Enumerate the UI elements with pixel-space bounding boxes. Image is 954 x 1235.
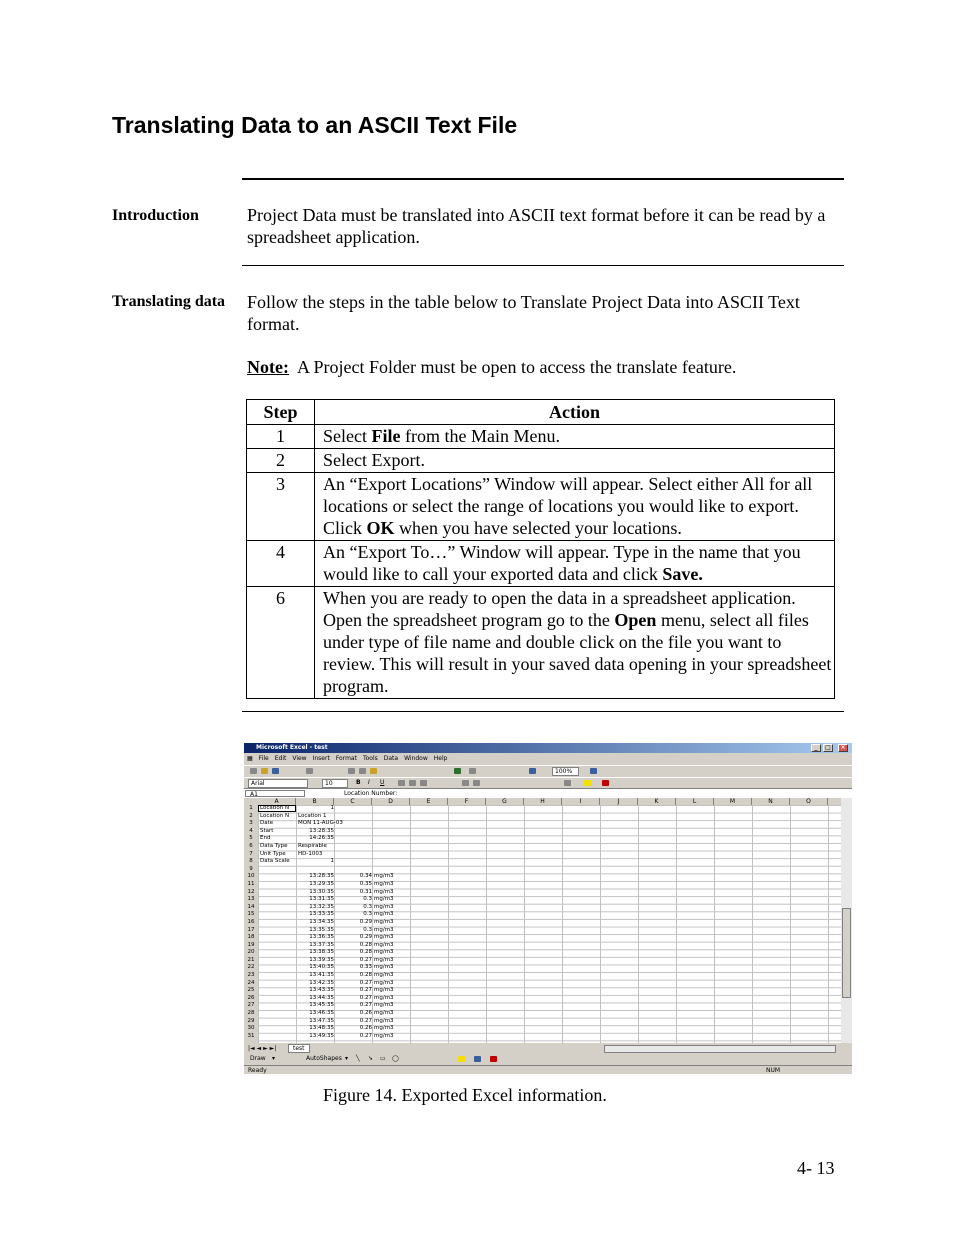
sheet-row [258, 964, 558, 972]
translating-heading: Translating data [112, 293, 226, 310]
action-text: when you have selected your locations. [394, 518, 682, 538]
cell[interactable]: 0.26 [359, 1025, 372, 1032]
column-header[interactable]: H [524, 798, 562, 805]
cell[interactable]: 0.29 [359, 918, 372, 925]
row-header[interactable]: 13 [247, 896, 255, 903]
column-header[interactable]: G [486, 798, 524, 805]
page-number: 4- 13 [797, 1158, 835, 1178]
cell[interactable]: mg/m3 [374, 964, 394, 971]
sheet-row [258, 972, 558, 980]
sheet-row [258, 957, 558, 965]
row-header[interactable]: 31 [247, 1032, 255, 1039]
row-header[interactable]: 12 [247, 888, 255, 895]
cell[interactable]: 13:32:35 [309, 903, 334, 910]
cell[interactable]: 13:42:35 [309, 979, 334, 986]
column-header[interactable]: D [372, 798, 410, 805]
cell[interactable]: mg/m3 [374, 979, 394, 986]
cell[interactable]: 0.29 [359, 934, 372, 941]
cell[interactable]: 1 [330, 805, 334, 811]
status-ready: Ready [248, 1067, 267, 1074]
cell[interactable]: HD-1003 [298, 850, 323, 857]
maximize-icon[interactable]: □ [823, 744, 833, 752]
steps-table [246, 399, 835, 699]
sheet-row [258, 896, 558, 904]
row-header[interactable]: 4 [249, 827, 253, 834]
save-icon[interactable] [272, 768, 279, 774]
step-row [247, 449, 835, 473]
row-header[interactable]: 6 [249, 842, 253, 849]
italic-icon[interactable]: I [368, 779, 370, 786]
row-header[interactable]: 21 [247, 956, 255, 963]
cell[interactable]: 13:28:35 [309, 827, 334, 834]
row-header[interactable]: 5 [249, 835, 253, 842]
cell[interactable]: 13:46:35 [309, 1010, 334, 1017]
autosum-icon[interactable] [469, 768, 476, 774]
column-headers [244, 798, 841, 805]
section-divider [242, 178, 844, 180]
cell[interactable]: 13:40:35 [309, 964, 334, 971]
column-header[interactable]: N [752, 798, 790, 805]
row-headers [244, 805, 258, 1043]
step-action [315, 473, 835, 541]
translating-text: Follow the steps in the table below to Translate Project Data into ASCII Text format. [247, 292, 800, 334]
line-color-icon[interactable] [474, 1056, 481, 1062]
cell[interactable]: Location 1 [298, 812, 327, 819]
column-header[interactable]: B [296, 798, 334, 805]
close-icon[interactable]: × [838, 744, 848, 752]
align-left-icon[interactable] [398, 780, 405, 786]
formula-bar [244, 788, 852, 798]
cell[interactable]: mg/m3 [374, 956, 394, 963]
cell[interactable]: 0.35 [359, 880, 372, 887]
drawing-toolbar [244, 1054, 852, 1064]
currency-icon[interactable] [462, 780, 469, 786]
menu-help[interactable]: Help [433, 755, 448, 762]
action-text: menu, select all files under type of file name and double click on the file you want to review. This will result in your saved data opening in your spreadsheet program. [323, 610, 832, 696]
cell[interactable]: 0.26 [359, 1010, 372, 1017]
row-header[interactable]: 11 [247, 880, 255, 887]
vertical-scrollbar[interactable] [841, 798, 852, 1043]
cell[interactable]: mg/m3 [374, 934, 394, 941]
row-header[interactable]: 17 [247, 926, 255, 933]
name-box[interactable]: A1 [245, 790, 305, 797]
cell[interactable]: mg/m3 [374, 888, 394, 895]
cell[interactable]: 13:43:35 [309, 987, 334, 994]
cell[interactable]: 0.33 [359, 964, 372, 971]
column-header[interactable]: L [676, 798, 714, 805]
column-header[interactable]: O [790, 798, 828, 805]
cell[interactable]: mg/m3 [374, 873, 394, 880]
sheet-row [258, 851, 558, 859]
cell[interactable]: End [260, 835, 271, 842]
column-header[interactable]: J [600, 798, 638, 805]
row-header[interactable]: 29 [247, 1017, 255, 1024]
figure-caption: Figure 14. Exported Excel information. [323, 1085, 607, 1105]
row-header[interactable]: 1 [249, 805, 253, 811]
sheet-row [258, 1018, 558, 1026]
sheet-row [258, 1010, 558, 1018]
row-header[interactable]: 16 [247, 918, 255, 925]
underline-icon[interactable]: U [380, 779, 385, 786]
cell[interactable]: 0.27 [359, 1032, 372, 1039]
oval-icon[interactable]: ◯ [392, 1055, 399, 1062]
cell[interactable]: 0.3 [363, 911, 372, 918]
row-header[interactable]: 15 [247, 911, 255, 918]
step-number: 2 [247, 449, 315, 473]
sheet-row [258, 934, 558, 942]
cell[interactable]: Location N [260, 805, 290, 811]
sheet-row [258, 980, 558, 988]
row-header[interactable]: 10 [247, 873, 255, 880]
section-divider [242, 711, 844, 712]
cell[interactable]: Date [260, 820, 274, 827]
new-icon[interactable] [250, 768, 257, 774]
scrollbar-thumb[interactable] [842, 908, 851, 998]
cell[interactable]: 0.27 [359, 994, 372, 1001]
sheet-row [258, 942, 558, 950]
sheet-row [258, 835, 558, 843]
note-text: A Project Folder must be open to access the translate feature. [288, 357, 737, 377]
cell[interactable]: 13:45:35 [309, 1002, 334, 1009]
cell[interactable]: 0.28 [359, 972, 372, 979]
menu-view[interactable]: View [292, 755, 307, 762]
row-header[interactable]: 7 [249, 850, 253, 857]
formula-input[interactable]: Location Number: [344, 790, 398, 797]
cell[interactable]: mg/m3 [374, 972, 394, 979]
excel-menu-bar [244, 754, 852, 764]
row-header[interactable]: 24 [247, 979, 255, 986]
cell[interactable]: mg/m3 [374, 987, 394, 994]
row-header[interactable]: 18 [247, 934, 255, 941]
menu-format[interactable]: Format [335, 755, 357, 762]
menu-data[interactable]: Data [383, 755, 399, 762]
sheet-row [258, 805, 558, 813]
cell[interactable]: mg/m3 [374, 941, 394, 948]
cell[interactable]: mg/m3 [374, 918, 394, 925]
action-text: When you are ready to open the data in a spreadsheet application. Open the spreadsheet program go to the [323, 588, 796, 630]
action-text: Select Export. [323, 450, 425, 470]
step-row [247, 425, 835, 449]
action-emphasis: Open [614, 610, 657, 630]
cell[interactable]: Unit Type [260, 850, 286, 857]
sheet-row [258, 995, 558, 1003]
cell[interactable]: 0.3 [363, 926, 372, 933]
row-header[interactable]: 20 [247, 949, 255, 956]
cell[interactable]: 0.3 [363, 903, 372, 910]
row-header[interactable]: 30 [247, 1025, 255, 1032]
cell[interactable]: mg/m3 [374, 1032, 394, 1039]
excel-screenshot [244, 743, 852, 1074]
cell[interactable]: 13:37:35 [309, 941, 334, 948]
sheet-row [258, 987, 558, 995]
sheet-row [258, 858, 558, 866]
sheet-row [258, 1025, 558, 1033]
column-header[interactable]: M [714, 798, 752, 805]
menu-file[interactable]: File [258, 755, 269, 762]
steps-table-body [247, 425, 835, 699]
sheet-row [258, 820, 558, 828]
column-header[interactable]: E [410, 798, 448, 805]
cell[interactable]: 13:34:35 [309, 918, 334, 925]
cell[interactable]: Location N [260, 812, 290, 819]
step-column-header: Step [247, 400, 315, 425]
sheet-row [258, 911, 558, 919]
action-text: An “Export Locations” Window will appear. Select either All for all locations or select the range of locations you would like to export. Click [323, 474, 813, 538]
borders-icon[interactable] [564, 780, 571, 786]
cell[interactable]: Data Type [260, 842, 288, 849]
cell[interactable]: mg/m3 [374, 994, 394, 1001]
excel-title-bar [244, 743, 852, 753]
hyperlink-icon[interactable] [454, 768, 461, 774]
sheet-row [258, 881, 558, 889]
row-header[interactable]: 26 [247, 994, 255, 1001]
sheet-row [258, 828, 558, 836]
menu-window[interactable]: Window [404, 755, 428, 762]
step-action [315, 449, 835, 473]
action-emphasis: OK [366, 518, 395, 538]
bold-icon[interactable]: B [356, 779, 361, 786]
action-column-header: Action [315, 400, 835, 425]
cell[interactable]: mg/m3 [374, 1017, 394, 1024]
cell[interactable]: 13:29:35 [309, 880, 334, 887]
cell[interactable]: mg/m3 [374, 1025, 394, 1032]
align-right-icon[interactable] [420, 780, 427, 786]
cell[interactable]: 0.27 [359, 979, 372, 986]
step-row [247, 541, 835, 587]
font-color-icon[interactable] [602, 780, 609, 786]
row-header[interactable]: 8 [249, 858, 253, 865]
cell[interactable]: 0.27 [359, 1002, 372, 1009]
cell[interactable]: Data Scale [260, 858, 290, 865]
cell[interactable]: 0.28 [359, 941, 372, 948]
zoom-select[interactable]: 100% [552, 767, 579, 776]
cell[interactable]: 0.27 [359, 987, 372, 994]
cell[interactable]: mg/m3 [374, 903, 394, 910]
standard-toolbar [244, 765, 852, 777]
cell[interactable]: 13:31:35 [309, 896, 334, 903]
action-text: Select [323, 426, 372, 446]
action-text: from the Main Menu. [400, 426, 560, 446]
cell[interactable]: 14:26:35 [309, 835, 334, 842]
step-number: 4 [247, 541, 315, 587]
cell[interactable]: mg/m3 [374, 911, 394, 918]
column-header[interactable]: C [334, 798, 372, 805]
step-number: 6 [247, 587, 315, 699]
rectangle-icon[interactable]: ▭ [380, 1055, 386, 1062]
font-name-select[interactable]: Arial [248, 779, 308, 788]
cell[interactable]: 13:48:35 [309, 1025, 334, 1032]
column-header[interactable]: I [562, 798, 600, 805]
row-header[interactable]: 27 [247, 1002, 255, 1009]
cell[interactable]: Start [260, 827, 274, 834]
section-divider [242, 265, 844, 266]
excel-window-title: Microsoft Excel - test [256, 744, 328, 751]
selected-cell[interactable] [258, 805, 296, 812]
cell[interactable]: 0.34 [359, 873, 372, 880]
align-center-icon[interactable] [409, 780, 416, 786]
chart-wizard-icon[interactable] [529, 768, 536, 774]
action-emphasis: Save. [662, 564, 703, 584]
row-header[interactable]: 23 [247, 972, 255, 979]
cell[interactable]: 0.3 [363, 896, 372, 903]
line-icon[interactable]: ╲ [356, 1055, 360, 1062]
font-size-select[interactable]: 10 [322, 779, 348, 788]
cell[interactable]: 13:28:35 [309, 873, 334, 880]
sheet-row [258, 889, 558, 897]
cell[interactable]: MON 11-AUG-03 [298, 820, 343, 827]
note-label: Note: [247, 357, 289, 377]
step-action [315, 425, 835, 449]
row-header[interactable]: 28 [247, 1010, 255, 1017]
minimize-icon[interactable]: _ [811, 744, 821, 752]
column-header[interactable]: K [638, 798, 676, 805]
sheet-row [258, 919, 558, 927]
sheet-row [258, 927, 558, 935]
horizontal-scrollbar[interactable] [604, 1045, 836, 1053]
menu-tools[interactable]: Tools [362, 755, 378, 762]
cell[interactable]: 13:38:35 [309, 949, 334, 956]
fill-color-icon[interactable] [458, 1056, 465, 1062]
cell[interactable]: 13:39:35 [309, 956, 334, 963]
cell[interactable]: 0.27 [359, 1017, 372, 1024]
cell[interactable]: mg/m3 [374, 926, 394, 933]
draw-menu-arrow-icon[interactable]: ▾ [272, 1055, 276, 1062]
sheet-row [258, 843, 558, 851]
cell[interactable]: mg/m3 [374, 880, 394, 887]
arrow-icon[interactable]: ➘ [368, 1055, 374, 1062]
sheet-row [258, 904, 558, 912]
cell[interactable]: 0.28 [359, 949, 372, 956]
row-header[interactable]: 22 [247, 964, 255, 971]
paste-icon[interactable] [370, 768, 377, 774]
tab-nav-icon[interactable]: |◄ ◄ ► ►| [248, 1045, 277, 1052]
draw-menu[interactable]: Draw [250, 1055, 266, 1062]
step-number: 1 [247, 425, 315, 449]
row-header[interactable]: 2 [249, 812, 253, 819]
cell[interactable]: 13:41:35 [309, 972, 334, 979]
step-action [315, 541, 835, 587]
action-text: An “Export To…” Window will appear. Type in the name that you would like to call your exported data and click [323, 542, 801, 584]
sheet-tabs-bar [244, 1044, 852, 1053]
sheet-row [258, 873, 558, 881]
row-header[interactable]: 19 [247, 941, 255, 948]
open-icon[interactable] [261, 768, 268, 774]
menu-insert[interactable]: Insert [312, 755, 330, 762]
step-action [315, 587, 835, 699]
cell[interactable]: 0.31 [359, 888, 372, 895]
status-bar [244, 1065, 852, 1074]
cell-contents [258, 805, 558, 1040]
copy-icon[interactable] [359, 768, 366, 774]
cell[interactable]: mg/m3 [374, 1010, 394, 1017]
cell[interactable]: 13:35:35 [309, 926, 334, 933]
autoshapes-menu[interactable]: AutoShapes [306, 1055, 342, 1062]
autoshapes-arrow-icon[interactable]: ▾ [345, 1055, 349, 1062]
cell[interactable]: mg/m3 [374, 896, 394, 903]
cell[interactable]: 13:36:35 [309, 934, 334, 941]
percent-icon[interactable] [473, 780, 480, 786]
row-header[interactable]: 9 [249, 865, 253, 872]
step-number: 3 [247, 473, 315, 541]
introduction-text: Project Data must be translated into ASCII text format before it can be read by a spreadsheet application. [247, 205, 826, 247]
cell[interactable]: 13:49:35 [309, 1032, 334, 1039]
note [247, 356, 837, 378]
sheet-row [258, 866, 558, 874]
row-header[interactable]: 3 [249, 820, 253, 827]
column-header[interactable]: A [258, 798, 296, 805]
row-header[interactable]: 25 [247, 987, 255, 994]
sheet-tab-test[interactable]: test [288, 1044, 310, 1053]
cell[interactable]: 13:44:35 [309, 994, 334, 1001]
page-title: Translating Data to an ASCII Text File [112, 112, 518, 138]
step-row [247, 587, 835, 699]
cell[interactable]: 13:47:35 [309, 1017, 334, 1024]
help-icon[interactable] [590, 768, 597, 774]
sheet-row [258, 813, 558, 821]
row-header[interactable]: 14 [247, 903, 255, 910]
fill-color-icon[interactable] [584, 780, 591, 786]
column-header[interactable]: F [448, 798, 486, 805]
cell[interactable]: mg/m3 [374, 1002, 394, 1009]
step-row [247, 473, 835, 541]
introduction-heading: Introduction [112, 207, 199, 224]
cell[interactable]: 13:33:35 [309, 911, 334, 918]
sheet-row [258, 1002, 558, 1010]
cell[interactable]: 1 [330, 858, 334, 865]
sheet-row [258, 1033, 558, 1041]
cut-icon[interactable] [348, 768, 355, 774]
print-icon[interactable] [306, 768, 313, 774]
font-color-icon[interactable] [490, 1056, 497, 1062]
cell[interactable]: Respirable [298, 842, 327, 849]
cell[interactable]: 0.27 [359, 956, 372, 963]
cell[interactable]: mg/m3 [374, 949, 394, 956]
menu-edit[interactable]: Edit [274, 755, 287, 762]
excel-doc-icon[interactable]: ▦ [247, 755, 253, 762]
status-num: NUM [766, 1067, 781, 1074]
action-emphasis: File [371, 426, 401, 446]
sheet-row [258, 949, 558, 957]
cell[interactable]: 13:30:35 [309, 888, 334, 895]
